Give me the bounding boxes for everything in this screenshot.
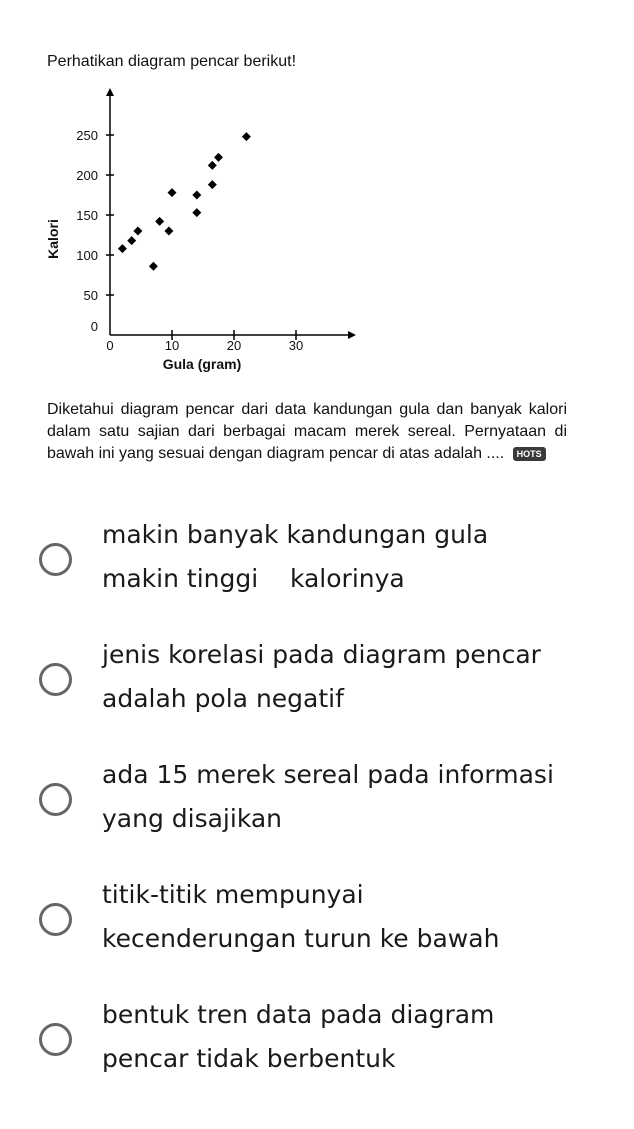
radio-button-icon[interactable] (39, 903, 72, 936)
x-axis-arrow-icon (348, 331, 356, 339)
radio-button-icon[interactable] (39, 543, 72, 576)
y-tick-label: 100 (76, 248, 98, 263)
x-tick-label: 30 (288, 338, 304, 353)
y-tick-label: 0 (90, 319, 98, 334)
data-point (192, 191, 201, 200)
data-point (168, 188, 177, 197)
answer-option-label: bentuk tren data pada diagram pencar tidak berbentuk (102, 1000, 495, 1073)
x-tick-label: 0 (106, 338, 114, 353)
data-point (164, 227, 173, 236)
answer-option-2[interactable] (0, 626, 634, 726)
y-tick-label: 200 (76, 168, 98, 183)
question-body: Diketahui diagram pencar dari data kandungan gula dan banyak kalori dalam satu sajian dari berbagai macam merek sereal. Pernyataan di bawah ini yang sesuai dengan diagram pencar di atas adalah .... (47, 401, 567, 462)
answer-option-5[interactable] (0, 986, 634, 1086)
answer-option-1[interactable] (0, 506, 634, 606)
x-axis-label: Gula (gram) (162, 356, 242, 372)
radio-button-icon[interactable] (39, 1023, 72, 1056)
answer-option-label: makin banyak kandungan gula makin tinggi kalorinya (102, 520, 489, 593)
answer-option-label: ada 15 merek sereal pada informasi yang disajikan (102, 760, 554, 833)
data-point (214, 153, 223, 162)
hots-badge: HOTS (513, 447, 546, 461)
x-tick-label: 20 (226, 338, 242, 353)
answer-option-label: titik-titik mempunyai kecenderungan turun ke bawah (102, 880, 500, 953)
data-point (208, 180, 217, 189)
data-point (149, 262, 158, 271)
data-point (127, 236, 136, 245)
data-point (155, 217, 164, 226)
data-point (133, 227, 142, 236)
data-point (208, 161, 217, 170)
y-axis-label: Kalori (45, 219, 61, 259)
answer-option-label: jenis korelasi pada diagram pencar adalah pola negatif (102, 640, 541, 713)
answer-option-3[interactable] (0, 746, 634, 846)
scatter-chart (40, 84, 370, 380)
scatter-chart-svg (40, 84, 370, 380)
data-point (118, 244, 127, 253)
question-title: Perhatikan diagram pencar berikut! (47, 53, 297, 70)
radio-button-icon[interactable] (39, 783, 72, 816)
data-point (242, 132, 251, 141)
y-tick-label: 50 (83, 288, 98, 303)
answer-option-4[interactable] (0, 866, 634, 966)
x-tick-label: 10 (164, 338, 180, 353)
y-tick-label: 150 (76, 208, 98, 223)
data-point (192, 208, 201, 217)
radio-button-icon[interactable] (39, 663, 72, 696)
y-axis-arrow-icon (106, 88, 114, 96)
question-text (47, 399, 567, 465)
y-tick-label: 250 (76, 128, 98, 143)
